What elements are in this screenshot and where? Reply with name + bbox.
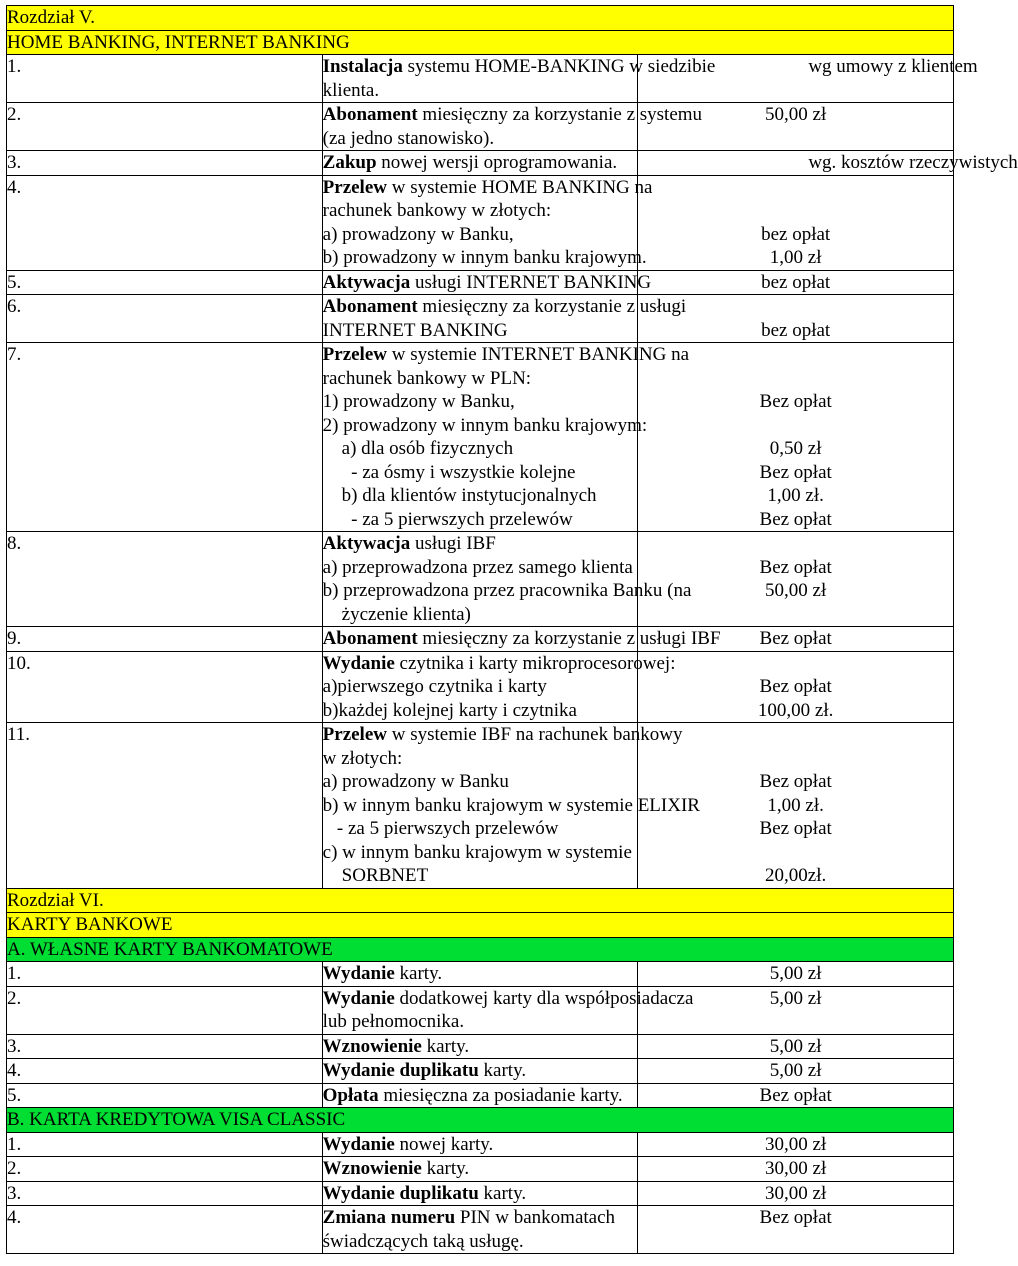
item-description-line: SORBNET xyxy=(322,865,429,886)
item-keyword: Wydanie xyxy=(322,963,395,984)
fee-value: bez opłat xyxy=(761,223,831,245)
fee-row xyxy=(7,723,954,889)
item-description-line: klienta. xyxy=(322,79,380,101)
item-description-line: INTERNET BANKING xyxy=(322,319,508,341)
item-description xyxy=(322,652,676,676)
item-description-line: rachunek bankowy w złotych: xyxy=(322,200,552,221)
item-description xyxy=(322,176,653,200)
item-description xyxy=(322,103,703,127)
item-number: 6. xyxy=(7,296,22,317)
fee-row xyxy=(7,1132,954,1157)
item-keyword: Abonament xyxy=(322,628,418,649)
subsection-heading xyxy=(7,937,954,962)
item-description-text: dodatkowej karty dla współposiadacza xyxy=(394,987,694,1009)
item-keyword: Zmiana numeru xyxy=(322,1207,456,1228)
item-description xyxy=(323,1133,638,1157)
item-number: 11. xyxy=(7,724,31,745)
item-description xyxy=(323,1084,638,1108)
item-number: 10. xyxy=(7,652,31,674)
fee-row xyxy=(7,1034,954,1059)
section-subheading xyxy=(7,913,954,938)
item-description-text: nowej wersji oprogramowania. xyxy=(376,152,618,173)
subsection-heading-text: A. WŁASNE KARTY BANKOMATOWE xyxy=(7,938,333,960)
fee-value: Bez opłat xyxy=(759,818,832,839)
item-description xyxy=(322,723,683,747)
fee-value: 30,00 zł xyxy=(765,1133,827,1155)
subsection-heading-text: B. KARTA KREDYTOWA VISA CLASSIC xyxy=(7,1109,346,1130)
item-number: 5. xyxy=(7,1084,22,1106)
fee-row xyxy=(7,532,954,627)
item-description-line: b) przeprowadzona przez pracownika Banku (na xyxy=(322,580,692,601)
item-number: 3. xyxy=(7,1182,22,1204)
item-description-line: lub pełnomocnika. xyxy=(322,1011,465,1032)
item-description-line: (za jedno stanowisko). xyxy=(322,127,495,149)
item-description-line: b)każdej kolejnej karty i czytnika xyxy=(322,699,577,721)
fee-value: Bez opłat xyxy=(759,391,832,412)
item-number: 3. xyxy=(7,1035,22,1057)
item-keyword: Wydanie duplikatu xyxy=(322,1060,479,1081)
item-number: 4. xyxy=(7,1207,22,1228)
item-description-text: w systemie HOME BANKING na xyxy=(387,176,653,198)
item-description-line: świadczących taką usługę. xyxy=(322,1230,524,1252)
item-number: 7. xyxy=(7,344,22,365)
item-description xyxy=(323,532,638,556)
fee-row xyxy=(7,651,954,723)
item-number: 1. xyxy=(7,1133,22,1155)
fee-value xyxy=(638,723,953,747)
item-description-text: nowej karty. xyxy=(394,1133,494,1155)
item-description-text: systemu HOME-BANKING w siedzibie xyxy=(402,56,716,77)
section-subheading xyxy=(7,30,954,55)
fee-row xyxy=(7,1206,954,1254)
item-keyword: Instalacja xyxy=(322,56,403,77)
fee-table xyxy=(6,5,1018,1254)
item-description xyxy=(322,987,694,1011)
item-description-line: b) w innym banku krajowym w systemie ELIXIR xyxy=(322,794,700,816)
fee-value xyxy=(638,1230,953,1254)
item-description-text: miesięczny za korzystanie z usługi xyxy=(417,296,687,317)
fee-value: 1,00 zł. xyxy=(767,485,824,506)
item-description-line: c) w innym banku krajowym w systemie xyxy=(322,841,632,863)
item-description-line: rachunek bankowy w PLN: xyxy=(322,367,532,389)
item-description-text: usługi INTERNET BANKING xyxy=(410,271,652,293)
item-description xyxy=(323,1206,638,1230)
item-description-line: a)pierwszego czytnika i karty xyxy=(322,676,547,697)
item-keyword: Wydanie xyxy=(322,1133,395,1155)
fee-value: Bez opłat xyxy=(759,556,832,578)
section-subheading-text: KARTY BANKOWE xyxy=(7,914,173,935)
item-description-line: b) prowadzony w innym banku krajowym. xyxy=(322,247,647,268)
item-number: 2. xyxy=(7,987,22,1009)
item-number: 2. xyxy=(7,104,22,125)
fee-row xyxy=(7,1083,954,1108)
item-description-line: w złotych: xyxy=(322,747,403,769)
item-number: 8. xyxy=(7,533,22,554)
fee-value: bez opłat xyxy=(761,319,831,341)
item-description-text: PIN w bankomatach xyxy=(455,1207,616,1228)
section-heading xyxy=(7,888,954,913)
item-description-text: karty. xyxy=(421,1035,470,1057)
item-number: 2. xyxy=(7,1158,22,1179)
item-description-text: miesięczny za korzystanie z systemu xyxy=(417,104,703,125)
fee-value xyxy=(638,532,953,556)
item-description xyxy=(322,271,652,295)
item-number: 5. xyxy=(7,271,22,293)
fee-value xyxy=(638,127,953,151)
fee-value: Bez opłat xyxy=(759,461,832,483)
item-description-text: czytnika i karty mikroprocesorowej: xyxy=(394,652,676,674)
fee-value: 5,00 zł xyxy=(769,987,822,1009)
item-description-text: usługi IBF xyxy=(410,533,496,554)
item-keyword: Wydanie duplikatu xyxy=(322,1182,479,1204)
fee-value xyxy=(638,652,953,676)
fee-value: 5,00 zł xyxy=(769,963,822,984)
item-keyword: Wydanie xyxy=(322,652,395,674)
item-description-text: karty. xyxy=(421,1158,470,1179)
fee-value: 30,00 zł xyxy=(765,1182,827,1204)
item-keyword: Aktywacja xyxy=(322,533,411,554)
item-keyword: Wznowienie xyxy=(322,1035,422,1057)
fee-value: wg. kosztów rzeczywistych xyxy=(808,152,1018,173)
fee-value xyxy=(638,747,953,771)
section-heading xyxy=(7,6,954,31)
item-number: 4. xyxy=(7,1060,22,1081)
item-description-line: a) dla osób fizycznych xyxy=(322,438,514,459)
fee-value: Bez opłat xyxy=(759,676,832,697)
fee-row xyxy=(7,1157,954,1182)
item-number: 1. xyxy=(7,963,22,984)
item-description xyxy=(323,1182,638,1206)
fee-value xyxy=(638,414,953,438)
fee-row xyxy=(7,55,954,103)
fee-value: wg umowy z klientem xyxy=(808,56,978,77)
fee-row xyxy=(7,627,954,652)
item-keyword: Przelew xyxy=(322,176,387,198)
item-description-line: życzenie klienta) xyxy=(322,603,471,625)
fee-value: 30,00 zł xyxy=(765,1158,827,1179)
item-description-line: - za 5 pierwszych przelewów xyxy=(322,818,559,839)
fee-row xyxy=(7,175,954,270)
fee-value: 100,00 zł. xyxy=(757,699,834,721)
fee-row xyxy=(7,103,954,151)
item-description-line: a) prowadzony w Banku xyxy=(322,771,509,792)
fee-row xyxy=(7,986,954,1034)
item-description xyxy=(322,55,716,79)
fee-value: bez opłat xyxy=(761,271,831,293)
fee-value: 5,00 zł xyxy=(769,1060,822,1081)
fee-value: Bez opłat xyxy=(759,1207,832,1228)
fee-value: Bez opłat xyxy=(759,771,832,792)
fee-row xyxy=(7,1181,954,1206)
item-description xyxy=(322,295,687,319)
item-description-line: 2) prowadzony w innym banku krajowym: xyxy=(322,414,648,436)
fee-row xyxy=(7,270,954,295)
item-number: 1. xyxy=(7,56,22,77)
item-description xyxy=(322,343,690,367)
fee-value xyxy=(638,603,953,627)
item-description-text: karty. xyxy=(478,1182,527,1204)
item-number: 4. xyxy=(7,176,22,198)
fee-value: 0,50 zł xyxy=(769,438,822,459)
item-keyword: Aktywacja xyxy=(322,271,411,293)
item-keyword: Przelew xyxy=(322,344,387,365)
fee-value xyxy=(638,841,953,865)
item-description-text: miesięczny za korzystanie z usługi IBF xyxy=(417,628,721,649)
fee-value: 50,00 zł xyxy=(765,104,827,125)
item-description-text: w systemie INTERNET BANKING na xyxy=(387,344,690,365)
item-description xyxy=(323,151,638,175)
fee-value xyxy=(808,79,953,103)
fee-value xyxy=(638,199,953,223)
item-keyword: Abonament xyxy=(322,104,418,125)
fee-value: 20,00zł. xyxy=(765,865,827,886)
fee-row xyxy=(7,343,954,532)
item-description xyxy=(323,1059,638,1083)
item-keyword: Abonament xyxy=(322,296,418,317)
fee-value xyxy=(638,176,953,200)
fee-row xyxy=(7,295,954,343)
item-description xyxy=(323,1157,638,1181)
fee-value: Bez opłat xyxy=(759,508,832,530)
fee-value: 5,00 zł xyxy=(769,1035,822,1057)
item-description-text: miesięczna za posiadanie karty. xyxy=(378,1084,623,1106)
fee-value: Bez opłat xyxy=(759,1084,832,1106)
section-subheading-text: HOME BANKING, INTERNET BANKING xyxy=(7,31,350,53)
fee-value: 1,00 zł xyxy=(769,247,822,268)
fee-row xyxy=(7,151,954,176)
item-description-line: a) prowadzony w Banku, xyxy=(322,223,514,245)
item-description-text: w systemie IBF na rachunek bankowy xyxy=(387,724,683,745)
item-description-line: - za ósmy i wszystkie kolejne xyxy=(322,461,576,483)
fee-row xyxy=(7,962,954,987)
fee-row xyxy=(7,1059,954,1084)
fee-value xyxy=(638,1010,953,1034)
subsection-heading xyxy=(7,1108,954,1133)
item-number: 9. xyxy=(7,628,22,649)
section-heading-text: Rozdział VI. xyxy=(7,889,104,911)
item-description-text: karty. xyxy=(478,1060,527,1081)
item-keyword: Wydanie xyxy=(322,987,395,1009)
section-heading-text: Rozdział V. xyxy=(7,7,95,28)
item-description-line: b) dla klientów instytucjonalnych xyxy=(322,485,597,506)
item-keyword: Opłata xyxy=(322,1084,379,1106)
fee-value: 50,00 zł xyxy=(765,580,827,601)
item-description xyxy=(322,627,721,651)
item-keyword: Wznowienie xyxy=(322,1158,422,1179)
item-description xyxy=(323,962,638,986)
item-description xyxy=(323,1035,638,1059)
item-description-line: 1) prowadzony w Banku, xyxy=(322,391,515,412)
item-description-text: karty. xyxy=(394,963,443,984)
fee-value: Bez opłat xyxy=(759,628,832,649)
item-description-line: a) przeprowadzona przez samego klienta xyxy=(322,556,633,578)
item-number: 3. xyxy=(7,152,22,173)
fee-value xyxy=(638,367,953,391)
item-description-line: - za 5 pierwszych przelewów xyxy=(322,508,573,530)
item-keyword: Zakup xyxy=(322,152,377,173)
item-keyword: Przelew xyxy=(322,724,387,745)
fee-value: 1,00 zł. xyxy=(767,794,824,816)
